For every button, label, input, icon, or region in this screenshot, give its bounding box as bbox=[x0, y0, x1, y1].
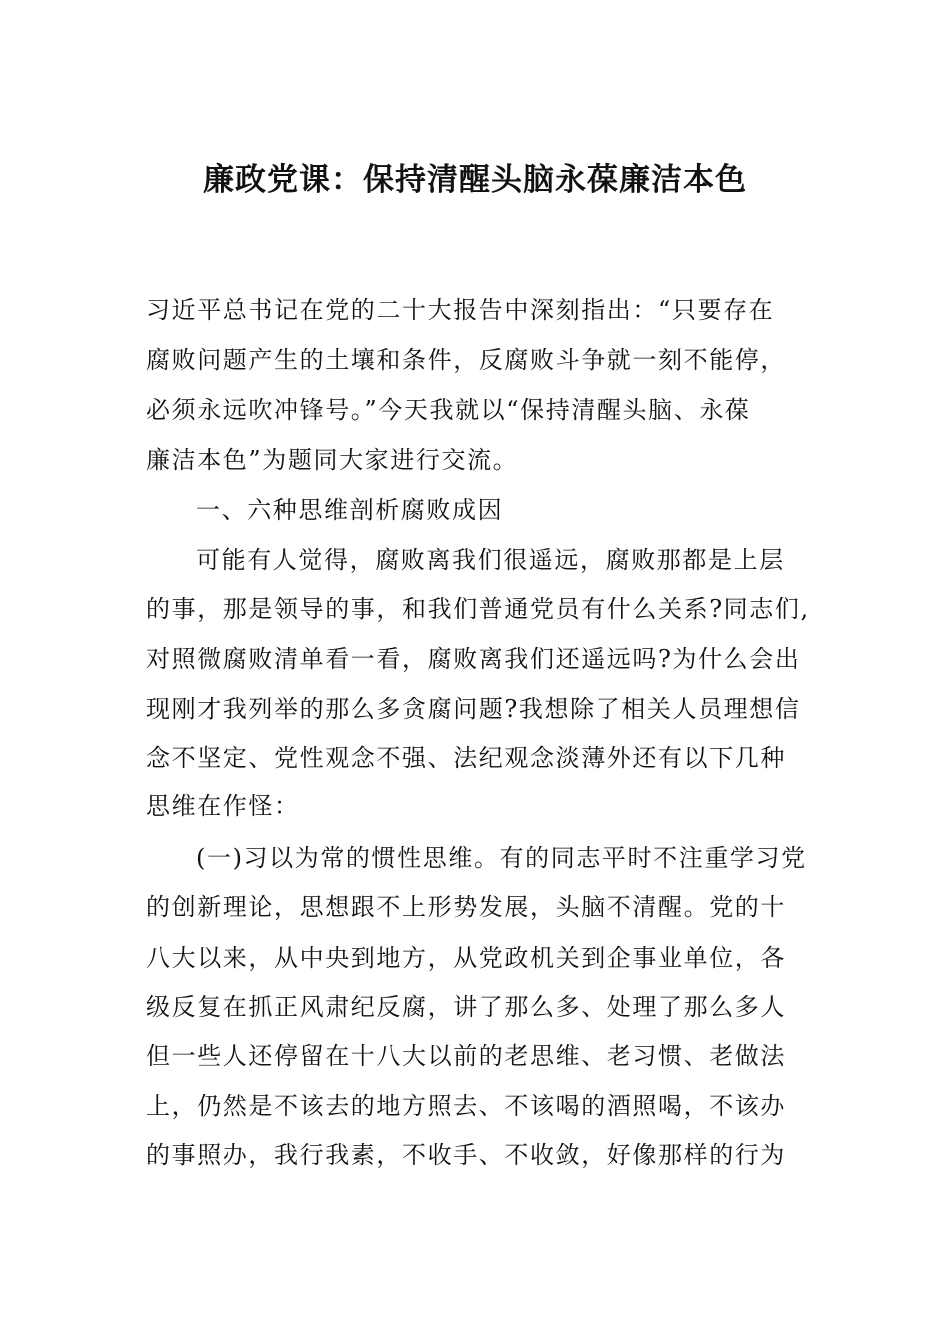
paragraph-line: 习近平总书记在党的二十大报告中深刻指出：“只要存在 bbox=[146, 296, 775, 324]
paragraph-line: 廉洁本色”为题同大家进行交流。 bbox=[146, 446, 519, 474]
paragraph-line: 八大以来，从中央到地方，从党政机关到企事业单位，各 bbox=[146, 944, 786, 972]
paragraph-line: 的创新理论，思想跟不上形势发展，头脑不清醒。党的十 bbox=[146, 893, 786, 921]
paragraph-line: 念不坚定、党性观念不强、法纪观念淡薄外还有以下几种 bbox=[146, 744, 786, 772]
section-heading: 一、六种思维剖析腐败成因 bbox=[196, 496, 504, 524]
paragraph-line: 腐败问题产生的土壤和条件，反腐败斗争就一刻不能停， bbox=[146, 346, 786, 374]
paragraph-line: 上，仍然是不该去的地方照去、不该喝的酒照喝，不该办 bbox=[146, 1092, 786, 1120]
paragraph-line: 可能有人觉得，腐败离我们很遥远，腐败那都是上层 bbox=[196, 546, 785, 574]
document-title: 廉政党课：保持清醒头脑永葆廉洁本色 bbox=[203, 162, 747, 198]
paragraph-line: 的事，那是领导的事，和我们普通党员有什么关系?同志们, bbox=[146, 595, 810, 623]
paragraph-line: 必须永远吹冲锋号。”今天我就以“保持清醒头脑、永葆 bbox=[146, 396, 751, 424]
paragraph-line: 对照微腐败清单看一看，腐败离我们还遥远吗?为什么会出 bbox=[146, 645, 801, 673]
paragraph-line: 级反复在抓正风肃纪反腐，讲了那么多、处理了那么多人 bbox=[146, 993, 786, 1021]
paragraph-line: 的事照办，我行我素，不收手、不收敛，好像那样的行为 bbox=[146, 1141, 786, 1169]
paragraph-line: 思维在作怪： bbox=[146, 792, 300, 820]
paragraph-line: (一)习以为常的惯性思维。有的同志平时不注重学习党 bbox=[196, 844, 807, 872]
paragraph-line: 但一些人还停留在十八大以前的老思维、老习惯、老做法 bbox=[146, 1042, 786, 1070]
paragraph-line: 现刚才我列举的那么多贪腐问题?我想除了相关人员理想信 bbox=[146, 695, 801, 723]
